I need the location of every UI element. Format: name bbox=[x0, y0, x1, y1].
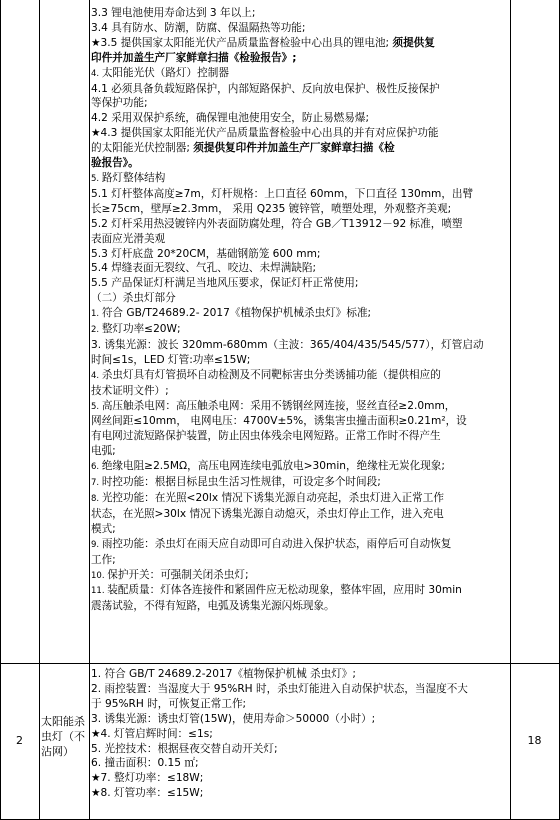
spec-line bbox=[91, 682, 509, 697]
spec-text: ★4. 灯管启辉时间：≤1s; bbox=[91, 727, 213, 740]
row2-index-cell: 2 bbox=[16, 734, 23, 747]
spec-line bbox=[91, 232, 509, 247]
spec-line bbox=[91, 338, 509, 353]
row2-quantity-cell: 18 bbox=[527, 734, 542, 747]
spec-line bbox=[91, 368, 509, 384]
spec-line bbox=[91, 712, 509, 727]
spec-line bbox=[91, 475, 509, 491]
spec-text: 时间≤1s，LED 灯管:功率≤15W; bbox=[91, 353, 251, 366]
spec-line bbox=[91, 322, 509, 338]
spec-text: ★7. 整灯功率：≤18W; bbox=[91, 772, 204, 785]
product-name-line: 虫灯（不 bbox=[41, 730, 85, 743]
table-border-left bbox=[0, 0, 1, 820]
spec-text: 的太阳能光伏控制器; bbox=[91, 142, 194, 155]
spec-text: 等保护功能; bbox=[91, 97, 148, 110]
spec-text: 电弧; bbox=[91, 445, 116, 458]
spec-line bbox=[91, 553, 509, 568]
spec-text: 路灯整体结构 bbox=[101, 171, 166, 184]
spec-text: 3.3 锂电池使用寿命达到 3 年以上; bbox=[91, 7, 256, 19]
spec-line bbox=[91, 306, 509, 322]
spec-line bbox=[91, 96, 509, 111]
spec-text: 工作; bbox=[91, 553, 116, 566]
spec-text: 有电网过流短路保护装置，防止因虫体残余电网短路。正常工作时不得产生 bbox=[91, 430, 441, 443]
spec-text: 于 95%RH 时，可恢复正常工作; bbox=[91, 697, 247, 710]
spec-text: 5.5 产品保证灯杆满足当地风压要求，保证灯杆正常使用; bbox=[91, 277, 359, 290]
spec-text: 3.4 具有防水、防潮，防腐、保温隔热等功能; bbox=[91, 21, 306, 34]
spec-line bbox=[91, 429, 509, 444]
spec-line bbox=[91, 414, 509, 429]
spec-text: 9. bbox=[91, 539, 102, 550]
spec-text: 光控功能：在光照<20lx 情况下诱集光源自动亮起，杀虫灯进入正常工作 bbox=[101, 492, 444, 504]
spec-text: 绝缘电阻≥2.5MΩ，高压电网连续电弧放电>30min，绝缘柱无炭化现象; bbox=[101, 460, 445, 473]
spec-text: 5.4 焊缝表面无裂纹、气孔、咬边、未焊满缺陷; bbox=[91, 262, 317, 275]
spec-line bbox=[91, 522, 509, 537]
spec-text: 5.1 灯杆整体高度≥7m，灯杆规格：上口直径 60mm，下口直径 130mm，出臂 bbox=[91, 187, 474, 200]
spec-text: 6. 撞击面积：0.15 ㎡; bbox=[91, 757, 199, 770]
spec-line bbox=[91, 82, 509, 97]
column-divider bbox=[89, 0, 90, 820]
spec-text-bold: 印件并加盖生产厂家鲜章扫描《检验报告》; bbox=[91, 51, 297, 64]
spec-text: 整灯功率≤20W; bbox=[101, 323, 181, 336]
spec-text: ★4.3 提供国家太阳能光伏产品质量监督检验中心出具的并有对应保护功能 bbox=[91, 127, 439, 140]
spec-text: 5. 光控技术：根据昼夜交替自动开关灯; bbox=[91, 742, 278, 755]
spec-line bbox=[91, 583, 509, 599]
product-name-line: 太阳能杀 bbox=[41, 715, 85, 728]
spec-line bbox=[91, 51, 509, 66]
spec-text: 4. bbox=[91, 68, 102, 79]
spec-line bbox=[91, 276, 509, 291]
spec-line bbox=[91, 247, 509, 262]
spec-line bbox=[91, 6, 509, 21]
spec-line bbox=[91, 111, 509, 126]
spec-line bbox=[91, 141, 509, 156]
spec-line bbox=[91, 444, 509, 459]
spec-text-bold: 验报告》。 bbox=[91, 157, 139, 170]
spec-line bbox=[91, 202, 509, 217]
spec-text: 3. 诱集光源：诱虫灯管(15W)，使用寿命＞50000（小时）; bbox=[91, 712, 376, 725]
spec-text: 5.3 灯杆底盘 20*20CM，基础钢筋笼 600 mm; bbox=[91, 247, 321, 260]
spec-text: 1. 符合 GB/T 24689.2-2017《植物保护机械 杀虫灯》; bbox=[91, 668, 356, 680]
spec-text: 1. bbox=[91, 309, 102, 320]
spec-line bbox=[91, 786, 509, 801]
spec-text: 杀虫灯具有灯管损坏自动检测及不同靶标害虫分类诱捕功能（提供相应的 bbox=[101, 368, 441, 381]
spec-text: 6. bbox=[91, 462, 102, 473]
row1-spec-text bbox=[91, 6, 509, 614]
column-divider bbox=[39, 0, 40, 820]
spec-text: 高压触杀电网：高压触杀电网：采用不锈钢丝网连接，竖丝直径≥2.0mm， bbox=[101, 399, 456, 412]
spec-text: 7. bbox=[91, 478, 102, 489]
spec-line bbox=[91, 384, 509, 399]
spec-text: 长≥75cm，壁厚≥2.3mm， 采用 Q235 镀锌管，喷塑处理，外观整齐美观; bbox=[91, 202, 452, 215]
spec-line bbox=[91, 491, 509, 507]
spec-text: 3. 诱集光源：波长 320mm-680mm（主波：365/404/435/545/577），灯管启动 bbox=[91, 338, 484, 351]
spec-line bbox=[91, 291, 509, 306]
spec-text: （二）杀虫灯部分 bbox=[91, 292, 176, 305]
spec-text: 2. bbox=[91, 325, 102, 336]
spec-text: 保护开关：可强制关闭杀虫灯; bbox=[107, 568, 249, 581]
row-divider bbox=[0, 663, 560, 664]
row2-spec-text bbox=[91, 667, 509, 801]
spec-text: 11. bbox=[91, 586, 108, 597]
spec-line bbox=[91, 187, 509, 202]
spec-text-bold: 须提供复印件并加盖生产厂家鲜章扫描《检 bbox=[193, 142, 395, 155]
spec-text: 装配质量：灯体各连接件和紧固件应无松动现象，整体牢固，应用时 30min bbox=[107, 584, 462, 597]
spec-text: 4. bbox=[91, 370, 102, 381]
spec-line bbox=[91, 171, 509, 187]
column-divider bbox=[510, 0, 511, 820]
spec-line bbox=[91, 771, 509, 786]
spec-text: 5.2 灯杆采用热浸镀锌内外表面防腐处理，符合 GB／T13912－92 标准，喷塑 bbox=[91, 217, 463, 230]
spec-text: 5. bbox=[91, 401, 102, 412]
spec-line bbox=[91, 667, 509, 682]
row2-product-name bbox=[41, 714, 89, 759]
spec-text: 符合 GB/T24689.2- 2017《植物保护机械杀虫灯》标准; bbox=[101, 307, 372, 320]
spec-text: 震荡试验，不得有短路，电弧及诱集光源闪烁现象。 bbox=[91, 600, 335, 613]
spec-text: 10. bbox=[91, 570, 108, 581]
spec-line bbox=[91, 156, 509, 171]
spec-line bbox=[91, 599, 509, 614]
spec-text: 表面应光滑美观 bbox=[91, 232, 166, 245]
spec-text: 技术证明文件）; bbox=[91, 384, 169, 397]
spec-text: 网丝间距≤10mm， 电网电压：4700V±5%，诱集害虫撞击面积≥0.21m²，设 bbox=[91, 415, 467, 428]
product-name-line: 沾网） bbox=[41, 745, 74, 758]
spec-text: 时控功能：根据目标昆虫生活习性规律，可设定多个时间段; bbox=[101, 476, 381, 489]
spec-line bbox=[91, 568, 509, 584]
spec-line bbox=[91, 537, 509, 553]
spec-text: 模式; bbox=[91, 522, 116, 535]
spec-text: 4.2 采用双保护系统，确保锂电池使用安全，防止易燃易爆; bbox=[91, 112, 370, 125]
spec-line bbox=[91, 507, 509, 522]
spec-line bbox=[91, 66, 509, 82]
spec-line bbox=[91, 756, 509, 771]
spec-text: ★8. 灯管功率：≤15W; bbox=[91, 787, 204, 800]
spec-text: 太阳能光伏（路灯）控制器 bbox=[101, 66, 229, 79]
spec-line bbox=[91, 727, 509, 742]
spec-line bbox=[91, 399, 509, 415]
spec-line bbox=[91, 217, 509, 232]
spec-text: 雨控功能：杀虫灯在雨天应自动即可自动进入保护状态，雨停后可自动恢复 bbox=[101, 537, 452, 550]
spec-text: 5. bbox=[91, 173, 102, 184]
spec-line bbox=[91, 261, 509, 276]
spec-line bbox=[91, 353, 509, 368]
spec-line bbox=[91, 459, 509, 475]
spec-line bbox=[91, 21, 509, 36]
spec-text-bold: 须提供复 bbox=[392, 36, 435, 49]
spec-text: 2. 雨控装置：当湿度大于 95%RH 时，杀虫灯能进入自动保护状态，当湿度不大 bbox=[91, 682, 468, 695]
spec-text: 状态，在光照>30lx 情况下诱集光源自动熄灭，杀虫灯停止工作，进入充电 bbox=[91, 507, 444, 520]
spec-line bbox=[91, 742, 509, 757]
spec-text: 8. bbox=[91, 494, 102, 504]
spec-text: ★3.5 提供国家太阳能光伏产品质量监督检验中心出具的锂电池; bbox=[91, 36, 393, 49]
spec-text: 4.1 必须具备负载短路保护，内部短路保护、反向放电保护、极性反接保护 bbox=[91, 82, 440, 95]
spec-line bbox=[91, 126, 509, 141]
spec-line bbox=[91, 36, 509, 51]
spec-line bbox=[91, 697, 509, 712]
